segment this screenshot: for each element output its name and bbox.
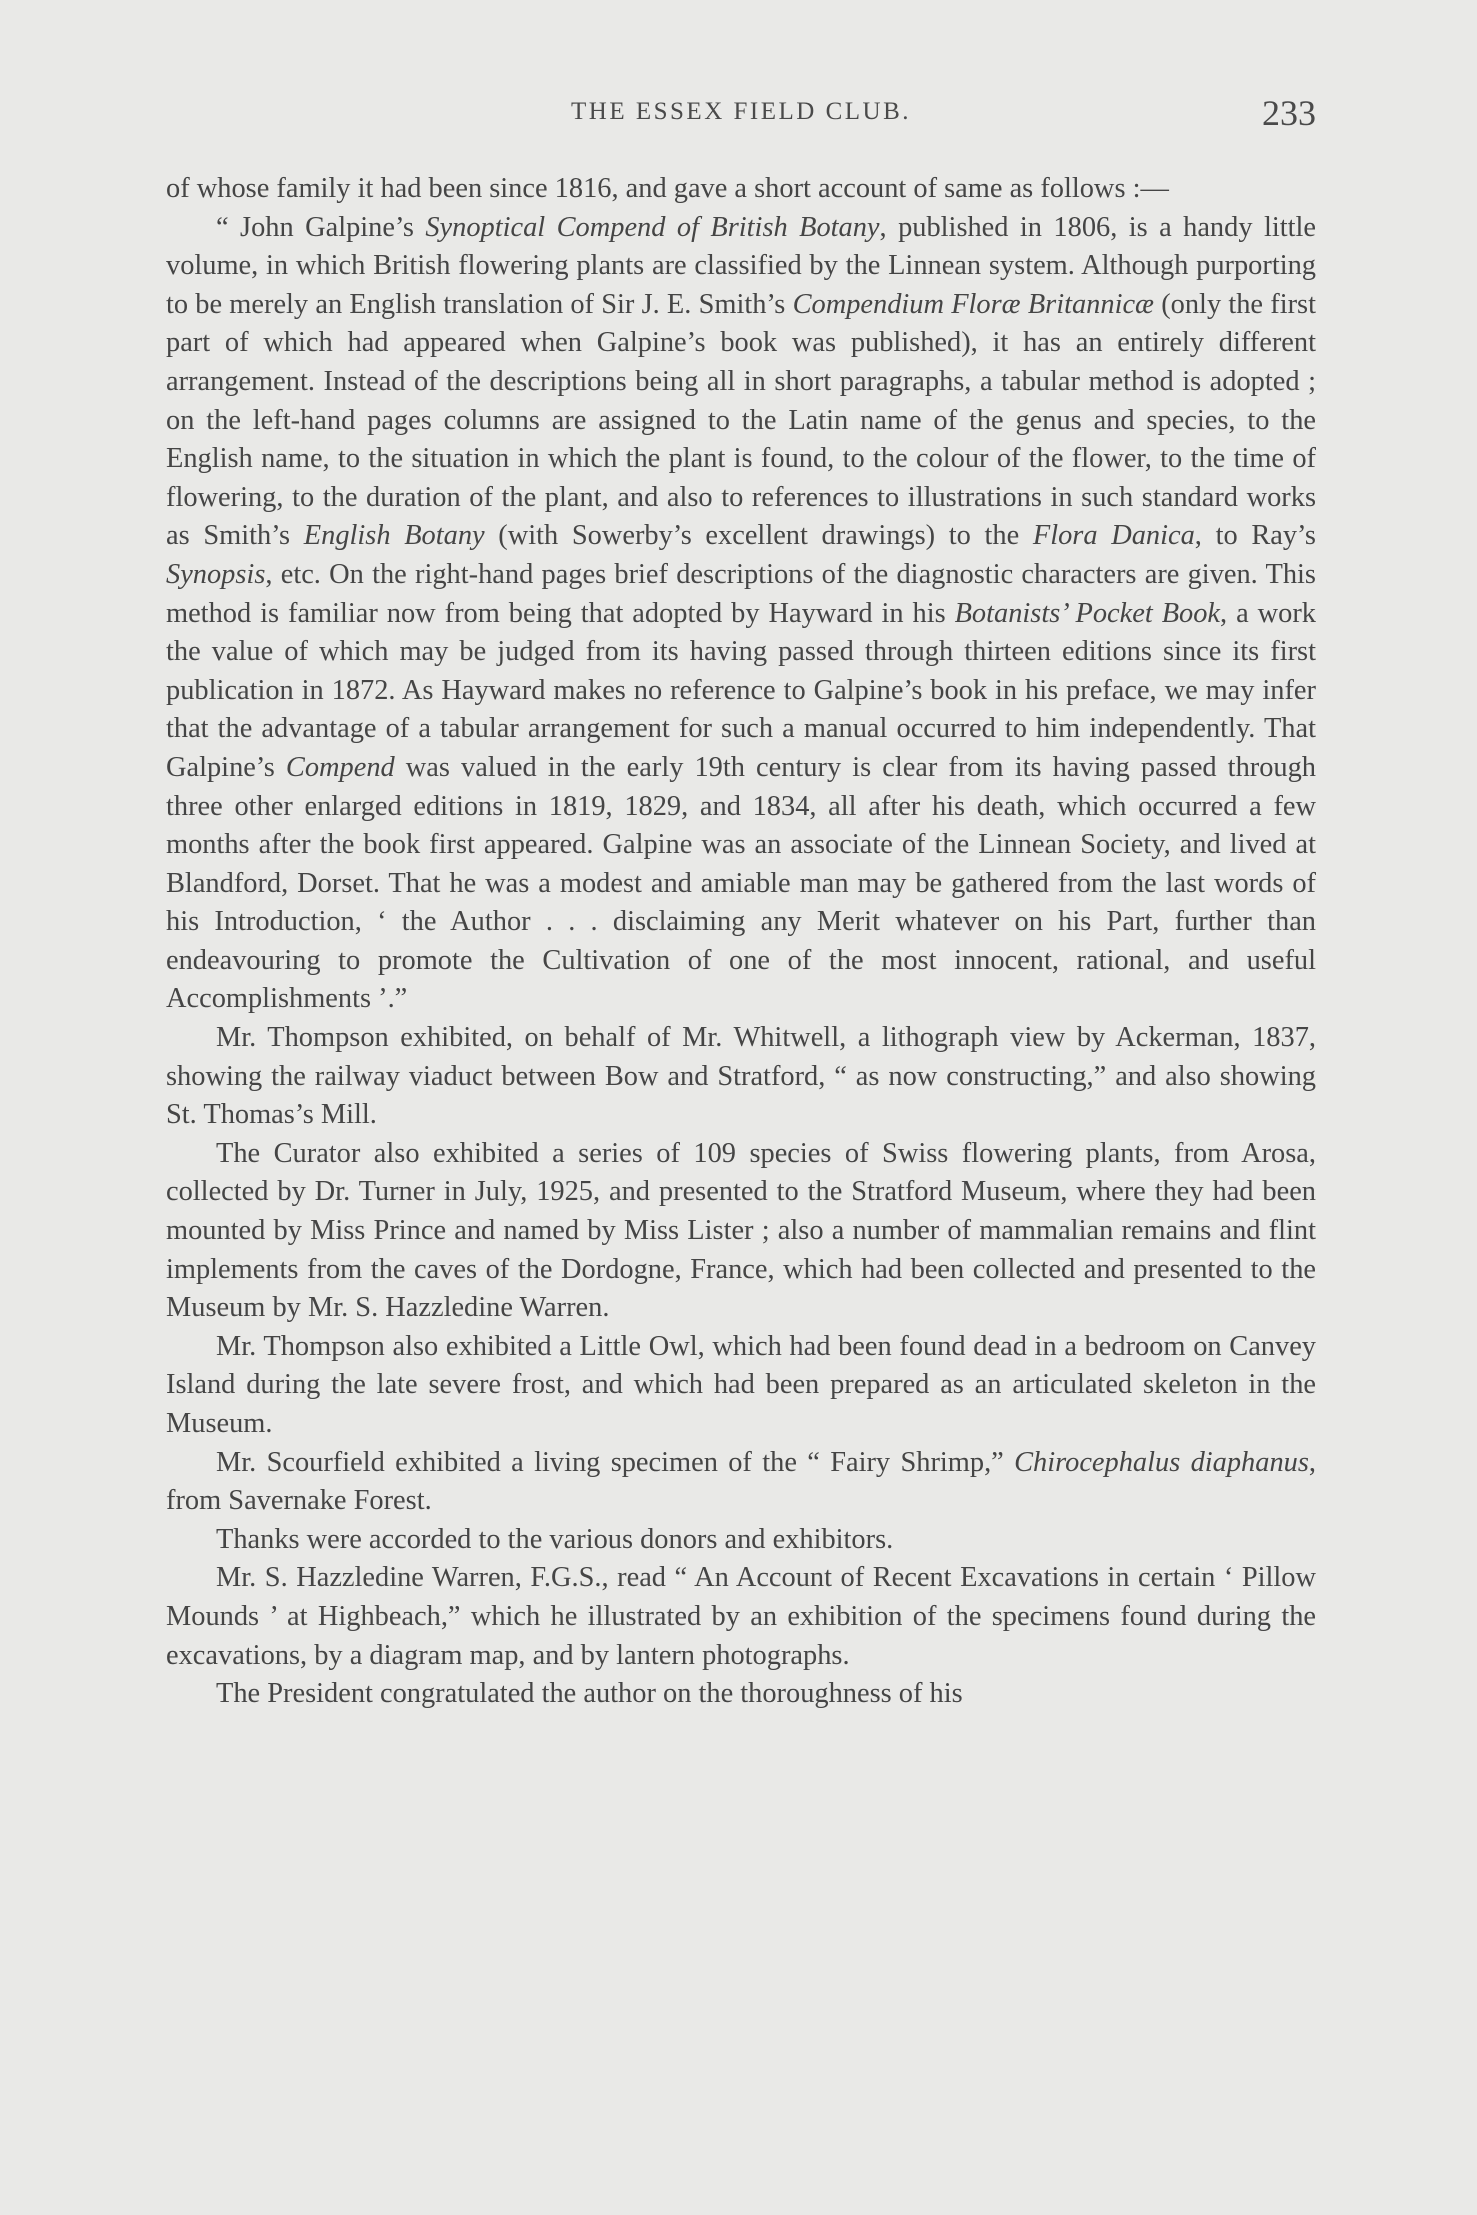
text-run: Mr. Thompson also exhibited a Little Owl, which had been found dead in a bedroom on Canvey Island during the late severe frost, and which had been prepared as an articulated skeleton in the Museum.	[166, 1330, 1316, 1439]
text-run: The President congratulated the author on the thoroughness of his	[216, 1678, 963, 1710]
text-run: Mr. Thompson exhibited, on behalf of Mr. Whitwell, a lithograph view by Ackerman, 1837, showing the railway viaduct between Bow and Stratford, “ as now constructing,” and also showing St. Thomas’s Mill.	[166, 1022, 1316, 1131]
italic-title-text: Chirocephalus diaphanus	[1014, 1446, 1309, 1478]
paragraph-1	[166, 170, 1316, 209]
text-run: Thanks were accorded to the various donors and exhibitors.	[216, 1523, 894, 1555]
text-run: , to Ray’s	[1194, 520, 1316, 552]
italic-title-text: Compendium Floræ Britannicæ	[792, 288, 1154, 320]
paragraph-2	[166, 209, 1316, 1019]
page-header	[166, 92, 1316, 142]
body-text	[166, 170, 1316, 1714]
text-run: Mr. Scourfield exhibited a living specimen of the “ Fairy Shrimp,”	[216, 1446, 1015, 1478]
text-run: “ John Galpine’s	[216, 211, 426, 243]
text-run: , from Savernake Forest.	[166, 1446, 1316, 1517]
italic-title-text: Flora Danica	[1032, 520, 1195, 552]
text-run: of whose family it had been since 1816, and gave a short account of same as follows :—	[166, 173, 1169, 204]
paragraph-3	[166, 1019, 1316, 1135]
paragraph-5	[166, 1328, 1316, 1444]
paragraph-4	[166, 1135, 1316, 1328]
italic-title-text: Synopsis	[166, 558, 266, 590]
text-run: was valued in the early 19th century is clear from its having passed through three other enlarged editions in 1819, 1829, and 1834, all after his death, which occurred a few months after the book first appeared. Galpine was an associate of the Linnean Society, and lived at Blandford, Dorset. That he was a modest and amiable man may be gathered from the last words of his Introduction, ‘ the Author . . . disclaiming any Merit whatever on his Part, further than endeavouring to promote the Cultivation of one of the most innocent, rational, and useful Accomplishments ’.”	[166, 751, 1317, 1015]
italic-title-text: Compend	[285, 751, 395, 783]
running-title: THE ESSEX FIELD CLUB.	[571, 98, 911, 125]
paragraph-9	[166, 1675, 1316, 1714]
text-run: , etc. On the right-hand pages brief descriptions of the diagnostic characters are given. This method is familiar now from being that adopted by Hayward in his	[166, 558, 1316, 629]
paragraph-8	[166, 1559, 1316, 1675]
page-number: 233	[1262, 93, 1316, 133]
paragraph-7	[166, 1521, 1316, 1560]
paragraph-6	[166, 1444, 1316, 1521]
text-run: (only the first part of which had appeared when Galpine’s book was published), it has an entirely different arrangement. Instead of the descriptions being all in short paragraphs, a tabular method is adopted ; on the left-hand pages columns are assigned to the Latin name of the genus and species, to the English name, to the situation in which the plant is found, to the colour of the flower, to the time of flowering, to the duration of the plant, and also to references to illustrations in such standard works as Smith’s	[166, 288, 1316, 552]
text-run: The Curator also exhibited a series of 109 species of Swiss flowering plants, from Arosa, collected by Dr. Turner in July, 1925, and presented to the Stratford Museum, where they had been mounted by Miss Prince and named by Miss Lister ; also a number of mammalian remains and flint implements from the caves of the Dordogne, France, which had been collected and presented to the Museum by Mr. S. Hazzledine Warren.	[166, 1137, 1316, 1324]
text-run: , published in 1806, is a handy little volume, in which British flowering plants are classified by the Linnean system. Although purporting to be merely an English translation of Sir J. E. Smith’s	[166, 211, 1316, 320]
italic-title-text: Synoptical Compend of British Botany	[425, 211, 880, 243]
italic-title-text: Botanists’ Pocket Book	[954, 597, 1221, 629]
italic-title-text: English Botany	[303, 520, 485, 552]
text-run: , a work the value of which may be judged from its having passed through thirteen editions since its first publication in 1872. As Hayward makes no reference to Galpine’s book in his preface, we may infer that the advantage of a tabular arrangement for such a manual occurred to him independently. That Galpine’s	[166, 597, 1316, 783]
text-run: (with Sowerby’s excellent drawings) to the	[484, 520, 1033, 552]
text-run: Mr. S. Hazzledine Warren, F.G.S., read “ An Account of Recent Excavations in certain ‘ Pillow Mounds ’ at Highbeach,” which he illustrated by an exhibition of the specimens found during the excavations, by a diagram map, and by lantern photographs.	[166, 1562, 1316, 1671]
